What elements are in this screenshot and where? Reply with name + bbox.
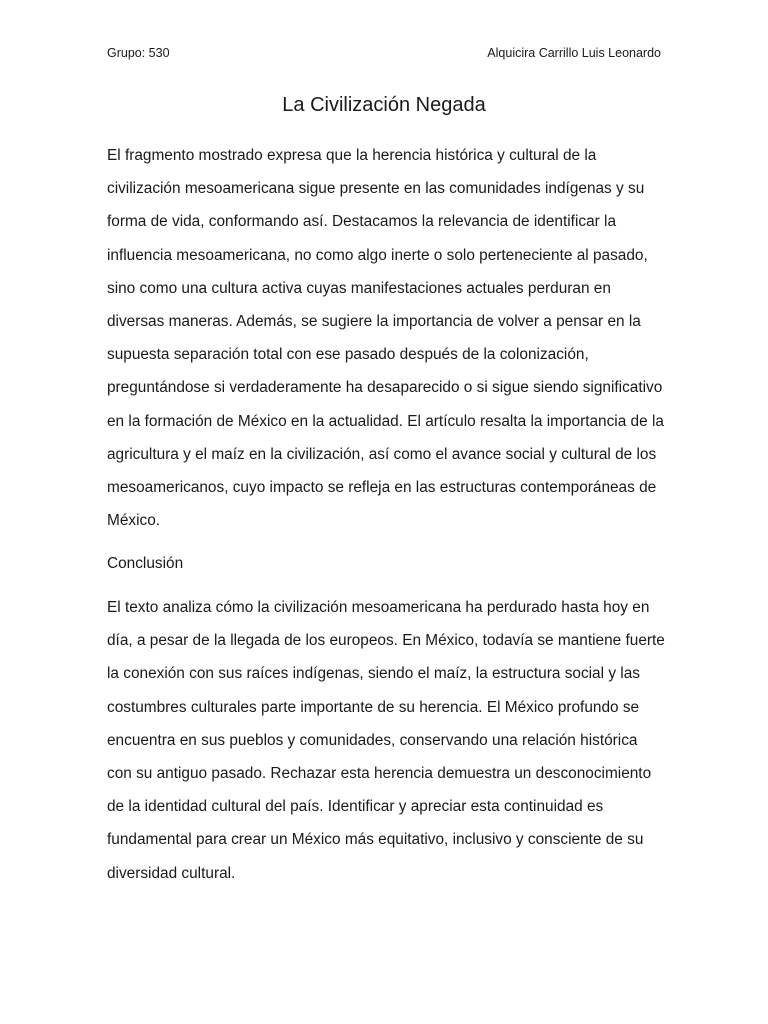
page-header	[107, 46, 661, 66]
body-paragraph-2: El texto analiza cómo la civilización mesoamericana ha perdurado hasta hoy en día, a pesar de la llegada de los europeos. En México, todavía se mantiene fuerte la conexión con sus raíces indígenas, siendo el maíz, la estructura social y las costumbres culturales parte importante de su herencia. El México profundo se encuentra en sus pueblos y comunidades, conservando una relación histórica con su antiguo pasado. Rechazar esta herencia demuestra un desconocimiento de la identidad cultural del país. Identificar y apreciar esta continuidad es fundamental para crear un México más equitativo, inclusivo y consciente de su diversidad cultural.	[107, 599, 665, 882]
author-name: Alquicira Carrillo Luis Leonardo	[487, 46, 661, 60]
document-title: La Civilización Negada	[282, 94, 486, 116]
conclusion-heading: Conclusión	[107, 555, 184, 572]
group-label: Grupo: 530	[107, 46, 170, 60]
body-paragraph-1: El fragmento mostrado expresa que la herencia histórica y cultural de la civilización mesoamericana sigue presente en las comunidades indígenas y su forma de vida, conformando así. Destacamos la relevancia de identificar la influencia mesoamericana, no como algo inerte o solo perteneciente al pasado, sino como una cultura activa cuyas manifestaciones actuales perduran en diversas maneras. Además, se sugiere la importancia de volver a pensar en la supuesta separación total con ese pasado después de la colonización, preguntándose si verdaderamente ha desaparecido o si sigue siendo significativo en la formación de México en la actualidad. El artículo resalta la importancia de la agricultura y el maíz en la civilización, así como el avance social y cultural de los mesoamericanos, cuyo impacto se refleja en las estructuras contemporáneas de México.	[107, 147, 664, 530]
